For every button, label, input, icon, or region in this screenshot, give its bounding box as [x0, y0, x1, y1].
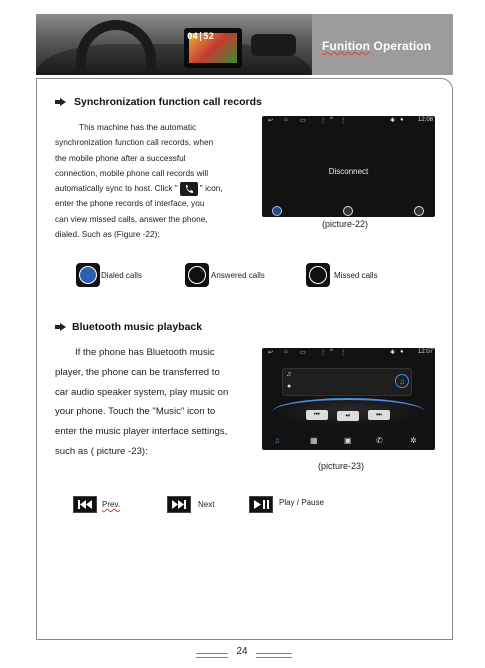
text-line: your phone. Touch the "Music" icon to: [55, 406, 216, 418]
text-line: dialed. Such as (Figure -22):: [55, 229, 160, 240]
steering-wheel-graphic: [76, 20, 156, 75]
section-title-bluetooth-music: Bluetooth music playback: [72, 321, 203, 333]
up-icon: ^: [330, 349, 333, 355]
disconnect-message: Disconnect: [328, 167, 369, 176]
screen-call-records: [262, 116, 435, 217]
status-bar: [262, 116, 435, 126]
page-title-word1: Funition: [322, 39, 371, 53]
home-icon: ⌂: [284, 349, 288, 355]
caption-picture-23: (picture-23): [318, 461, 365, 471]
bullet-arrow-icon: [55, 98, 67, 106]
recent-apps-icon: ▭: [300, 350, 306, 356]
music-info-panel: [282, 368, 412, 396]
bluetooth-icon: ✱: [390, 118, 396, 124]
back-icon: ↩: [268, 350, 274, 356]
text-line: car audio speaker system, play music on: [55, 386, 229, 398]
missed-calls-icon: [306, 263, 330, 287]
text-line: synchronization function call records, when: [55, 137, 214, 148]
bluetooth-paragraph: [55, 343, 265, 462]
next-button[interactable]: ⏭: [368, 410, 390, 420]
recent-apps-icon: ▭: [300, 118, 306, 124]
page-number: 24: [236, 646, 248, 657]
text-line: enter the phone records of interface, you: [55, 198, 205, 209]
call-records-icon: [180, 182, 198, 196]
settings-tab-icon[interactable]: ✲: [410, 436, 417, 445]
header-title-band: [312, 14, 453, 75]
page-title: [322, 39, 431, 53]
more-icon: ⋮: [340, 350, 346, 356]
bluetooth-icon: ✱: [390, 350, 396, 356]
missed-calls-label: Missed calls: [334, 271, 378, 280]
dialed-calls-icon[interactable]: [272, 206, 282, 216]
screen-bluetooth-music: [262, 348, 435, 450]
prev-button[interactable]: ⏮: [306, 410, 328, 420]
home-icon: ⌂: [284, 117, 288, 123]
play-pause-label: Play / Pause: [279, 498, 324, 507]
text-line-with-icon: [55, 181, 260, 196]
artist-icon: ●: [287, 383, 292, 390]
answered-calls-icon: [185, 263, 209, 287]
header-car-photo: [36, 14, 312, 75]
text-line: such as ( picture -23):: [55, 445, 148, 457]
back-icon: ↩: [268, 118, 274, 124]
status-time: 12:08: [418, 117, 434, 123]
music-tab-icon[interactable]: ♫: [274, 436, 280, 445]
footer-line-right: [256, 653, 292, 658]
answered-calls-icon[interactable]: [343, 206, 353, 216]
next-icon: [167, 496, 191, 513]
text-line: connection, mobile phone call records will: [55, 167, 209, 178]
location-icon: ●: [400, 117, 404, 123]
caption-picture-22: (picture-22): [322, 219, 369, 229]
answered-calls-label: Answered calls: [211, 271, 265, 280]
head-unit-graphic: [184, 28, 242, 68]
sync-paragraph: [55, 120, 260, 242]
contacts-tab-icon[interactable]: ▣: [344, 436, 352, 445]
text-fragment: automatically sync to host. Click ": [55, 183, 178, 194]
text-line: the mobile phone after a successful: [55, 152, 186, 163]
music-note-icon: ♫: [286, 371, 292, 378]
text-fragment: " icon,: [199, 183, 223, 194]
music-app-icon[interactable]: ♫: [395, 374, 409, 388]
dialed-calls-label: Dialed calls: [101, 271, 142, 280]
next-label: Next: [198, 500, 215, 509]
up-icon: ^: [330, 117, 333, 123]
text-line: If the phone has Bluetooth music: [75, 347, 215, 358]
menu-icon: ⋮: [320, 118, 326, 124]
status-time: 12:07: [418, 349, 434, 355]
more-icon: ⋮: [340, 118, 346, 124]
text-line: This machine has the automatic: [79, 122, 197, 132]
text-line: enter the music player interface settings,: [55, 426, 228, 438]
text-line: can view missed calls, answer the phone,: [55, 213, 208, 224]
text-line: player, the phone can be transferred to: [55, 366, 220, 378]
head-unit-clock: 04|52: [187, 32, 215, 42]
bullet-arrow-icon: [55, 323, 67, 331]
prev-icon: [73, 496, 97, 513]
phone-tab-icon[interactable]: ✆: [376, 436, 383, 445]
dialed-calls-icon: [76, 263, 100, 287]
footer-line-left: [196, 653, 228, 658]
play-pause-button[interactable]: ⏯: [337, 411, 359, 421]
keypad-tab-icon[interactable]: ▦: [310, 436, 318, 445]
air-vent-graphic: [251, 34, 296, 56]
page-title-word2: Operation: [370, 39, 432, 53]
play-pause-icon: [249, 496, 273, 513]
status-bar: [262, 348, 435, 358]
section-title-sync: Synchronization function call records: [74, 96, 262, 108]
location-icon: ●: [400, 349, 404, 355]
missed-calls-icon[interactable]: [414, 206, 424, 216]
prev-label: Prev.: [102, 500, 121, 509]
menu-icon: ⋮: [320, 350, 326, 356]
